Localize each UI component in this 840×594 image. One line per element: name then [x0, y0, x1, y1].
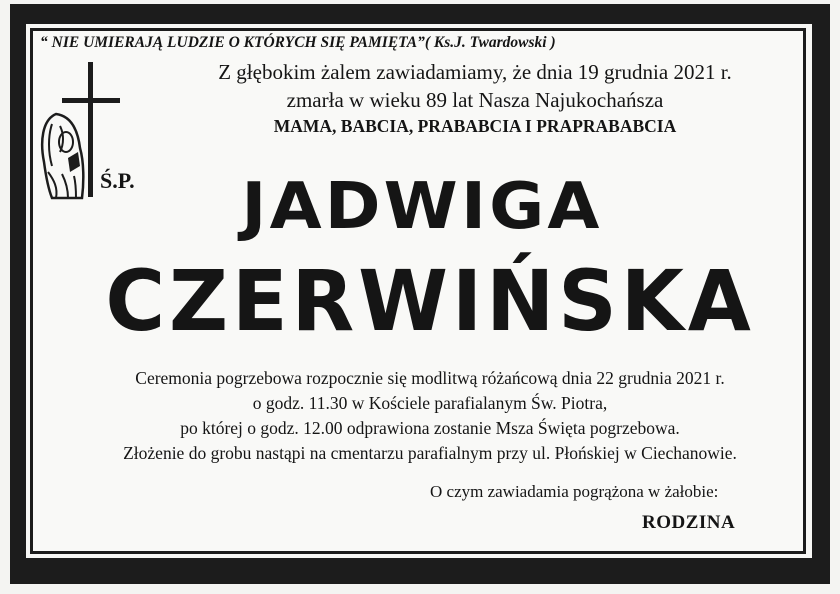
ceremony-line-4: Złożenie do grobu nastąpi na cmentarzu parafialnym przy ul. Płońskiej w Ciechanowie.	[123, 443, 737, 463]
ceremony-line-3: po której o godz. 12.00 odprawiona zostanie Msza Święta pogrzebowa.	[180, 418, 680, 438]
deceased-last-name: CZERWIŃSKA	[105, 252, 755, 350]
mourning-notice: O czym zawiadamia pogrążona w żałobie:	[430, 482, 719, 501]
announcement-line-2: zmarła w wieku 89 lat Nasza Najukochańsza	[286, 88, 664, 112]
ceremony-line-2: o godz. 11.30 w Kościele parafialanym Św. Piotra,	[252, 393, 608, 413]
honorific-prefix: Ś.P.	[100, 168, 135, 193]
signature-family: RODZINA	[642, 512, 736, 533]
quote-line: “ NIE UMIERAJĄ LUDZIE O KTÓRYCH SIĘ PAMIĘTA”( Ks.J. Twardowski )	[40, 34, 556, 51]
ceremony-line-1: Ceremonia pogrzebowa rozpocznie się modlitwą różańcową dnia 22 grudnia 2021 r.	[135, 368, 725, 388]
announcement-line-1: Z głębokim żalem zawiadamiamy, że dnia 19 grudnia 2021 r.	[218, 60, 732, 84]
family-titles: MAMA, BABCIA, PRABABCIA I PRAPRABABCIA	[273, 116, 677, 136]
deceased-first-name: JADWIGA	[241, 170, 603, 244]
